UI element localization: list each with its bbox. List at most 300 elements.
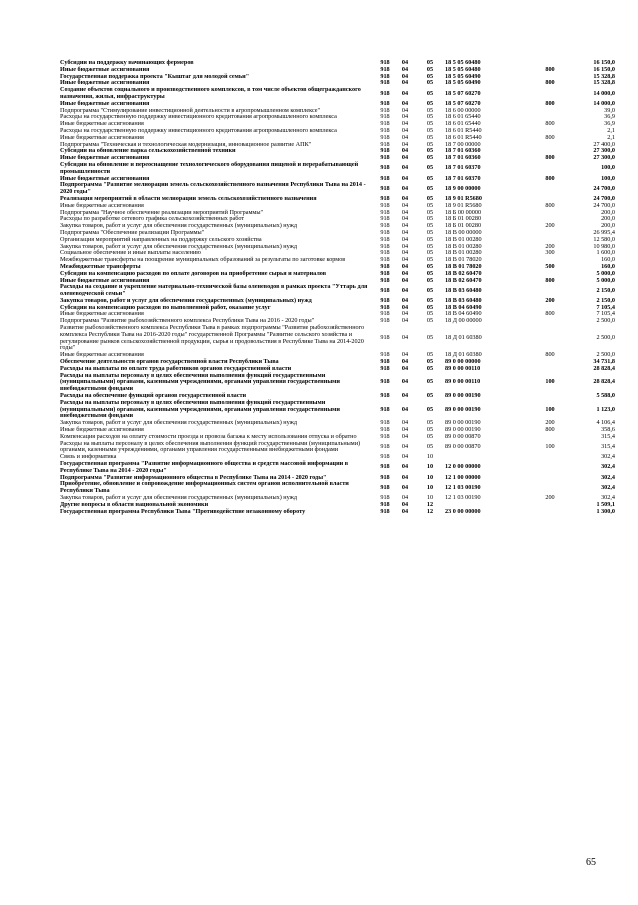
row-expense-type: 800	[545, 351, 555, 359]
row-razdel: 04	[401, 228, 409, 236]
row-grbs: 918	[380, 140, 390, 148]
row-amount: 28 828,4	[593, 378, 615, 386]
row-razdel: 04	[401, 184, 409, 192]
table-row	[60, 182, 615, 196]
row-grbs: 918	[380, 262, 390, 270]
row-amount: 315,4	[601, 443, 615, 451]
row-amount: 200,0	[601, 208, 615, 216]
row-grbs: 918	[380, 174, 390, 182]
table-row	[60, 162, 615, 176]
row-target-article: 89 0 00 00000	[445, 358, 481, 366]
row-podrazdel: 05	[426, 276, 434, 284]
row-grbs: 918	[380, 351, 390, 359]
row-target-article: 18 7 01 60360	[445, 147, 481, 155]
table-row	[60, 87, 615, 101]
row-grbs: 918	[380, 276, 390, 284]
row-amount: 200,0	[601, 222, 615, 230]
row-target-article: 18 Б 00 00000	[445, 208, 482, 216]
row-razdel: 04	[401, 334, 409, 342]
row-amount: 200,0	[601, 215, 615, 223]
row-name: Иные бюджетные ассигнования	[60, 154, 150, 162]
row-name: Приобретение, обновление и сопровождение информационных систем органов исполнительной власти Республики Тыва	[60, 480, 349, 495]
row-name: Подпрограмма "Техническая и технологическая модернизация, инновационное развитие АПК"	[60, 140, 312, 148]
row-grbs: 918	[380, 242, 390, 250]
row-name: Субсидии на обновление парка сельскохозяйственной техники	[60, 147, 236, 155]
row-razdel: 04	[401, 79, 409, 87]
row-target-article: 18 5 05 60490	[445, 79, 481, 87]
row-grbs: 918	[380, 483, 390, 491]
row-podrazdel: 05	[426, 296, 434, 304]
row-target-article: 12 1 03 00190	[445, 494, 481, 501]
row-podrazdel: 10	[426, 453, 434, 461]
row-razdel: 04	[401, 463, 409, 471]
row-podrazdel: 12	[426, 500, 434, 508]
row-expense-type	[529, 87, 571, 101]
row-podrazdel: 05	[426, 106, 434, 114]
row-target-article: 18 В 01 78020	[445, 262, 482, 270]
row-podrazdel: 05	[426, 184, 434, 192]
row-podrazdel: 05	[426, 249, 434, 257]
page-number: 65	[586, 857, 596, 868]
row-expense-type	[529, 230, 571, 237]
row-name: Связь и информатика	[60, 453, 117, 461]
row-target-article: 18 7 01 60360	[445, 154, 481, 162]
row-podrazdel: 05	[426, 405, 434, 413]
row-podrazdel: 05	[426, 120, 434, 128]
row-razdel: 04	[401, 500, 409, 508]
row-amount: 36,9	[604, 113, 615, 121]
row-amount: 302,4	[601, 453, 615, 461]
row-name: Расходы по разработке сетевого графика сельскохозяйственных работ	[60, 215, 245, 223]
row-amount: 2,1	[607, 126, 615, 134]
row-grbs: 918	[380, 249, 390, 257]
row-razdel: 04	[401, 106, 409, 114]
row-target-article: 18 В 03 60480	[445, 296, 482, 304]
row-expense-type: 200	[545, 419, 555, 427]
row-grbs: 918	[380, 500, 390, 508]
row-target-article: 89 0 00 00870	[445, 432, 481, 440]
row-target-article: 18 5 05 60480	[445, 59, 481, 66]
row-amount: 24 700,0	[593, 184, 615, 192]
table-row	[60, 400, 615, 420]
row-razdel: 04	[401, 378, 409, 386]
row-grbs: 918	[380, 59, 390, 66]
row-razdel: 04	[401, 507, 409, 515]
row-name: Расходы на государственную поддержку инвестиционного кредитования агропромышленного комплекса	[60, 113, 337, 121]
row-grbs: 918	[380, 184, 390, 192]
row-amount: 7 105,4	[596, 303, 615, 311]
row-razdel: 04	[401, 208, 409, 216]
row-amount: 358,6	[601, 426, 615, 434]
row-razdel: 04	[401, 494, 409, 501]
table-row	[60, 373, 615, 393]
row-expense-type: 100	[545, 443, 555, 451]
row-razdel: 04	[401, 351, 409, 359]
row-amount: 302,4	[601, 473, 615, 481]
row-amount: 1 509,1	[596, 500, 615, 508]
row-grbs: 918	[380, 358, 390, 366]
row-amount: 10 980,0	[593, 242, 615, 250]
row-amount: 14 000,0	[593, 99, 615, 107]
row-target-article: 18 9 00 00000	[445, 184, 481, 192]
row-target-article: 18 6 00 00000	[445, 106, 481, 114]
row-target-article: 89 0 00 00110	[445, 378, 481, 386]
row-name: Закупка товаров, работ и услуг для обеспечения государственных (муниципальных) нужд	[60, 222, 298, 230]
row-podrazdel: 05	[426, 72, 434, 80]
row-grbs: 918	[380, 194, 390, 202]
row-podrazdel: 05	[426, 215, 434, 223]
budget-table	[60, 60, 615, 515]
row-razdel: 04	[401, 222, 409, 230]
row-target-article: 12 0 00 00000	[445, 463, 481, 471]
row-grbs: 918	[380, 463, 390, 471]
row-expense-type: 800	[545, 120, 555, 128]
row-amount: 1 123,0	[596, 405, 615, 413]
row-expense-type: 800	[545, 310, 555, 318]
row-expense-type: 500	[545, 262, 555, 270]
row-grbs: 918	[380, 201, 390, 209]
row-expense-type: 100	[545, 405, 555, 413]
row-razdel: 04	[401, 140, 409, 148]
row-target-article: 12 1 00 00000	[445, 473, 481, 481]
row-grbs: 918	[380, 494, 390, 501]
row-target-article	[445, 454, 529, 461]
row-grbs: 918	[380, 453, 390, 461]
row-name: Подпрограмма "Обеспечение реализации Программы"	[60, 228, 205, 236]
row-podrazdel: 10	[426, 463, 434, 471]
row-grbs: 918	[380, 164, 390, 172]
row-razdel: 04	[401, 147, 409, 155]
row-name: Закупка товаров, работ и услуг для обеспечения государственных (муниципальных) нужд	[60, 242, 298, 250]
row-razdel: 04	[401, 89, 409, 97]
row-podrazdel: 05	[426, 269, 434, 277]
row-name: Расходы на создание и укрепление материально-технической базы оленеводов в рамках проекта "Уттарь для оленеводческой семьи"	[60, 283, 368, 298]
row-podrazdel: 05	[426, 256, 434, 264]
row-podrazdel: 05	[426, 364, 434, 372]
row-expense-type	[529, 142, 571, 149]
row-amount: 5 000,0	[596, 276, 615, 284]
row-name: Государственная программа Республики Тыва "Противодействие незаконному обороту	[60, 507, 306, 515]
row-amount: 2 500,0	[596, 351, 615, 359]
row-expense-type	[529, 454, 571, 461]
row-amount: 302,4	[601, 463, 615, 471]
row-target-article: 18 9 01 R5680	[445, 194, 482, 202]
row-expense-type: 100	[545, 378, 555, 386]
row-expense-type: 800	[545, 99, 555, 107]
row-target-article: 18 Б 01 00280	[445, 215, 482, 223]
row-amount: 5 000,0	[596, 269, 615, 277]
row-grbs: 918	[380, 208, 390, 216]
row-razdel: 04	[401, 256, 409, 264]
row-name: Расходы на государственную поддержку инвестиционного кредитования агропромышленного комплекса	[60, 126, 337, 134]
row-name: Расходы на выплаты персоналу в целях обеспечения выполнения функций государственными (муниципальными) органами, казенными учреждениями, органами управления государственными внебюджетными фондами	[60, 371, 340, 393]
row-amount: 1 300,0	[596, 507, 615, 515]
row-amount: 28 828,4	[593, 364, 615, 372]
row-grbs: 918	[380, 507, 390, 515]
row-expense-type: 800	[545, 276, 555, 284]
row-podrazdel: 05	[426, 194, 434, 202]
row-expense-type	[529, 475, 571, 482]
row-target-article: 18 6 01 R5440	[445, 126, 482, 134]
table-row	[60, 325, 615, 352]
row-name: Закупка товаров, работ и услуг для обеспечения государственных (муниципальных) нужд	[60, 494, 298, 501]
row-name: Подпрограмма "Развитие рыбохозяйственного комплекса Республики Тыва на 2016 - 2020 годы"	[60, 317, 315, 325]
row-name: Создание объектов социального и производственного комплексов, в том числе объектов общегражданского назначения, жилья, инфраструктуры	[60, 86, 361, 100]
row-podrazdel: 10	[426, 483, 434, 491]
row-expense-type	[529, 359, 571, 366]
row-name: Иные бюджетные ассигнования	[60, 65, 150, 73]
row-razdel: 04	[401, 65, 409, 73]
row-expense-type	[529, 108, 571, 115]
row-target-article: 89 0 00 00190	[445, 405, 481, 413]
row-grbs: 918	[380, 317, 390, 325]
row-grbs: 918	[380, 147, 390, 155]
row-expense-type: 200	[545, 222, 555, 230]
row-grbs: 918	[380, 426, 390, 434]
row-amount: 12 580,0	[593, 235, 615, 243]
row-grbs: 918	[380, 235, 390, 243]
row-amount: 2,1	[607, 133, 615, 141]
row-target-article: 89 0 00 00190	[445, 419, 481, 427]
row-amount: 39,0	[604, 106, 615, 114]
row-name: Иные бюджетные ассигнования	[60, 99, 150, 107]
row-podrazdel: 10	[426, 494, 434, 501]
row-amount: 36,9	[604, 120, 615, 128]
row-razdel: 04	[401, 269, 409, 277]
row-razdel: 04	[401, 317, 409, 325]
row-amount: 160,0	[601, 262, 615, 270]
row-name: Закупка товаров, работ и услуг для обеспечения государственных (муниципальных) нужд	[60, 419, 298, 427]
row-podrazdel: 05	[426, 126, 434, 134]
row-expense-type: 800	[545, 201, 555, 209]
row-name: Субсидии на компенсацию расходов по выполненной работ, оказание услуг	[60, 303, 271, 311]
row-razdel: 04	[401, 473, 409, 481]
row-expense-type	[529, 284, 571, 298]
row-target-article: 18 Д 01 60380	[445, 334, 482, 342]
row-razdel: 04	[401, 432, 409, 440]
row-name: Иные бюджетные ассигнования	[60, 201, 144, 209]
row-target-article: 18 5 07 60270	[445, 89, 481, 97]
row-razdel: 04	[401, 154, 409, 162]
table-row	[60, 441, 615, 455]
row-amount: 302,4	[601, 494, 615, 501]
row-expense-type	[529, 509, 571, 516]
row-target-article: 18 В 01 00280	[445, 249, 482, 257]
row-razdel: 04	[401, 133, 409, 141]
row-razdel: 04	[401, 174, 409, 182]
row-target-article: 18 В 02 60470	[445, 269, 482, 277]
row-podrazdel: 05	[426, 228, 434, 236]
row-target-article: 18 В 02 60470	[445, 276, 482, 284]
row-podrazdel: 05	[426, 222, 434, 230]
row-amount: 2 500,0	[596, 317, 615, 325]
row-podrazdel: 05	[426, 174, 434, 182]
row-target-article: 18 В 01 00280	[445, 242, 482, 250]
row-razdel: 04	[401, 59, 409, 66]
row-name: Расходы на выплаты персоналу в целях обеспечения выполнения функций государственными (муниципальными) органами, казенными учреждениями, органами управления государственными внебюджетными фондами	[60, 398, 340, 420]
row-name: Обеспечение деятельности органов государственной власти Республики Тыва	[60, 358, 279, 366]
row-target-article: 18 В 04 60490	[445, 303, 482, 311]
row-podrazdel: 05	[426, 351, 434, 359]
row-name: Государственная поддержка проекта "Кыштаг для молодой семьи"	[60, 72, 250, 80]
row-grbs: 918	[380, 133, 390, 141]
row-name: Закупка товаров, работ и услуг для обеспечения государственных (муниципальных) нужд	[60, 296, 312, 304]
row-amount: 16 150,0	[593, 59, 615, 66]
row-podrazdel: 05	[426, 432, 434, 440]
row-podrazdel: 05	[426, 59, 434, 66]
row-podrazdel: 05	[426, 286, 434, 294]
row-name: Субсидии на компенсацию расходов по оплате договоров на приобретение сырья и материалов	[60, 269, 327, 277]
row-grbs: 918	[380, 310, 390, 318]
table-row	[60, 509, 615, 516]
row-razdel: 04	[401, 286, 409, 294]
row-podrazdel: 05	[426, 358, 434, 366]
row-grbs: 918	[380, 419, 390, 427]
row-name: Субсидии на обновление и переоснащение технологического оборудования пищевой и перерабатывающей промышленности	[60, 160, 359, 175]
row-expense-type	[529, 182, 571, 196]
row-name: Иные бюджетные ассигнования	[60, 174, 150, 182]
row-expense-type	[529, 461, 571, 475]
row-name: Расходы на выплаты персоналу в целях обеспечения выполнения функций государственными (муниципальными) органами, казенными учреждениями, органами управления государственными внебюджетными фондами	[60, 439, 361, 454]
row-target-article: 89 0 00 00190	[445, 392, 481, 400]
row-name: Иные бюджетные ассигнования	[60, 120, 144, 128]
row-target-article: 89 0 00 00110	[445, 364, 481, 372]
row-expense-type: 800	[545, 174, 555, 182]
row-razdel: 04	[401, 364, 409, 372]
row-grbs: 918	[380, 286, 390, 294]
row-razdel: 04	[401, 194, 409, 202]
row-amount: 2 500,0	[596, 334, 615, 342]
row-razdel: 04	[401, 249, 409, 257]
row-podrazdel: 05	[426, 443, 434, 451]
row-name: Субсидии на поддержку начинающих фермеров	[60, 59, 194, 66]
row-grbs: 918	[380, 443, 390, 451]
row-podrazdel: 05	[426, 208, 434, 216]
row-grbs: 918	[380, 296, 390, 304]
row-amount: 34 731,8	[593, 358, 615, 366]
row-name: Государственная программа "Развитие информационного общества и средств массовой информации в Республике Тыва на 2014 - 2020 годы"	[60, 460, 349, 474]
row-target-article: 18 7 00 00000	[445, 140, 481, 148]
row-grbs: 918	[380, 113, 390, 121]
row-expense-type: 800	[545, 154, 555, 162]
table-row	[60, 257, 615, 264]
row-name: Иные бюджетные ассигнования	[60, 310, 144, 318]
row-target-article: 89 0 00 00190	[445, 426, 481, 434]
row-target-article: 18 9 01 R5680	[445, 201, 482, 209]
row-podrazdel: 05	[426, 65, 434, 73]
row-grbs: 918	[380, 72, 390, 80]
row-podrazdel: 05	[426, 303, 434, 311]
row-razdel: 04	[401, 358, 409, 366]
row-podrazdel: 05	[426, 242, 434, 250]
row-razdel: 04	[401, 419, 409, 427]
row-grbs: 918	[380, 99, 390, 107]
row-name: Подпрограмма "Стимулирование инвестиционной деятельности в агропромышленном комплексе"	[60, 106, 321, 114]
row-podrazdel: 05	[426, 164, 434, 172]
row-target-article: 12 1 03 00190	[445, 483, 481, 491]
row-name: Межбюджетные трансферты на поощрение муниципальных образований за результаты по заготовке кормов	[60, 256, 346, 264]
row-amount: 16 150,0	[593, 65, 615, 73]
row-expense-type: 300	[545, 249, 555, 257]
row-expense-type: 200	[545, 296, 555, 304]
table-row	[60, 481, 615, 495]
row-name: Иные бюджетные ассигнования	[60, 351, 144, 359]
row-name: Организация мероприятий направленных на поддержку сельского хозяйства	[60, 235, 262, 243]
row-grbs: 918	[380, 364, 390, 372]
row-podrazdel: 05	[426, 378, 434, 386]
row-podrazdel: 05	[426, 419, 434, 427]
row-target-article: 18 7 01 60370	[445, 164, 481, 172]
row-grbs: 918	[380, 432, 390, 440]
row-target-article: 18 5 05 60490	[445, 72, 481, 80]
row-name: Расходы на выплаты по оплате труда работников органов государственной власти	[60, 364, 292, 372]
row-amount: 5 588,0	[596, 392, 615, 400]
row-amount: 1 600,0	[596, 249, 615, 257]
row-expense-type	[529, 481, 571, 495]
row-target-article: 18 6 01 R5440	[445, 133, 482, 141]
row-grbs: 918	[380, 79, 390, 87]
row-expense-type	[529, 366, 571, 373]
row-name: Подпрограмма "Научное обеспечение реализации мероприятий Программы"	[60, 208, 263, 216]
row-name: Другие вопросы в области национальной экономики	[60, 500, 209, 508]
row-razdel: 04	[401, 164, 409, 172]
row-target-article: 18 Д 01 60380	[445, 351, 482, 359]
row-grbs: 918	[380, 228, 390, 236]
row-name: Расходы на обеспечение функций органов государственной власти	[60, 392, 247, 400]
row-amount: 24 700,0	[593, 194, 615, 202]
row-razdel: 04	[401, 201, 409, 209]
row-grbs: 918	[380, 392, 390, 400]
row-target-article: 18 Д 00 00000	[445, 317, 482, 325]
row-amount: 100,0	[601, 164, 615, 172]
row-amount: 100,0	[601, 174, 615, 182]
row-amount: 2 150,0	[596, 296, 615, 304]
row-grbs: 918	[380, 473, 390, 481]
row-razdel: 04	[401, 126, 409, 134]
row-grbs: 918	[380, 303, 390, 311]
row-podrazdel: 05	[426, 79, 434, 87]
row-amount: 302,4	[601, 483, 615, 491]
row-amount: 7 105,4	[596, 310, 615, 318]
table-row	[60, 461, 615, 475]
row-razdel: 04	[401, 120, 409, 128]
row-razdel: 04	[401, 483, 409, 491]
row-target-article: 18 В 04 60490	[445, 310, 482, 318]
row-podrazdel: 05	[426, 317, 434, 325]
row-name: Иные бюджетные ассигнования	[60, 426, 144, 434]
row-podrazdel: 12	[426, 507, 434, 515]
row-grbs: 918	[380, 405, 390, 413]
row-expense-type: 200	[545, 494, 555, 501]
row-podrazdel: 05	[426, 235, 434, 243]
row-name: Межбюджетные трансферты	[60, 262, 141, 270]
row-amount: 14 000,0	[593, 89, 615, 97]
row-target-article: 18 5 05 60480	[445, 65, 481, 73]
row-razdel: 04	[401, 242, 409, 250]
row-podrazdel: 05	[426, 140, 434, 148]
row-target-article: 18 Б 01 00280	[445, 222, 482, 230]
row-grbs: 918	[380, 126, 390, 134]
row-amount: 27 300,0	[593, 154, 615, 162]
row-target-article: 18 6 01 65440	[445, 113, 481, 121]
row-razdel: 04	[401, 453, 409, 461]
row-target-article: 18 В 01 00280	[445, 235, 482, 243]
row-name: Реализация мероприятий в области мелиорации земель сельскохозяйственного назначения	[60, 194, 317, 202]
row-expense-type	[529, 502, 571, 509]
row-target-article: 18 5 07 60270	[445, 99, 481, 107]
row-podrazdel: 05	[426, 147, 434, 155]
row-razdel: 04	[401, 405, 409, 413]
